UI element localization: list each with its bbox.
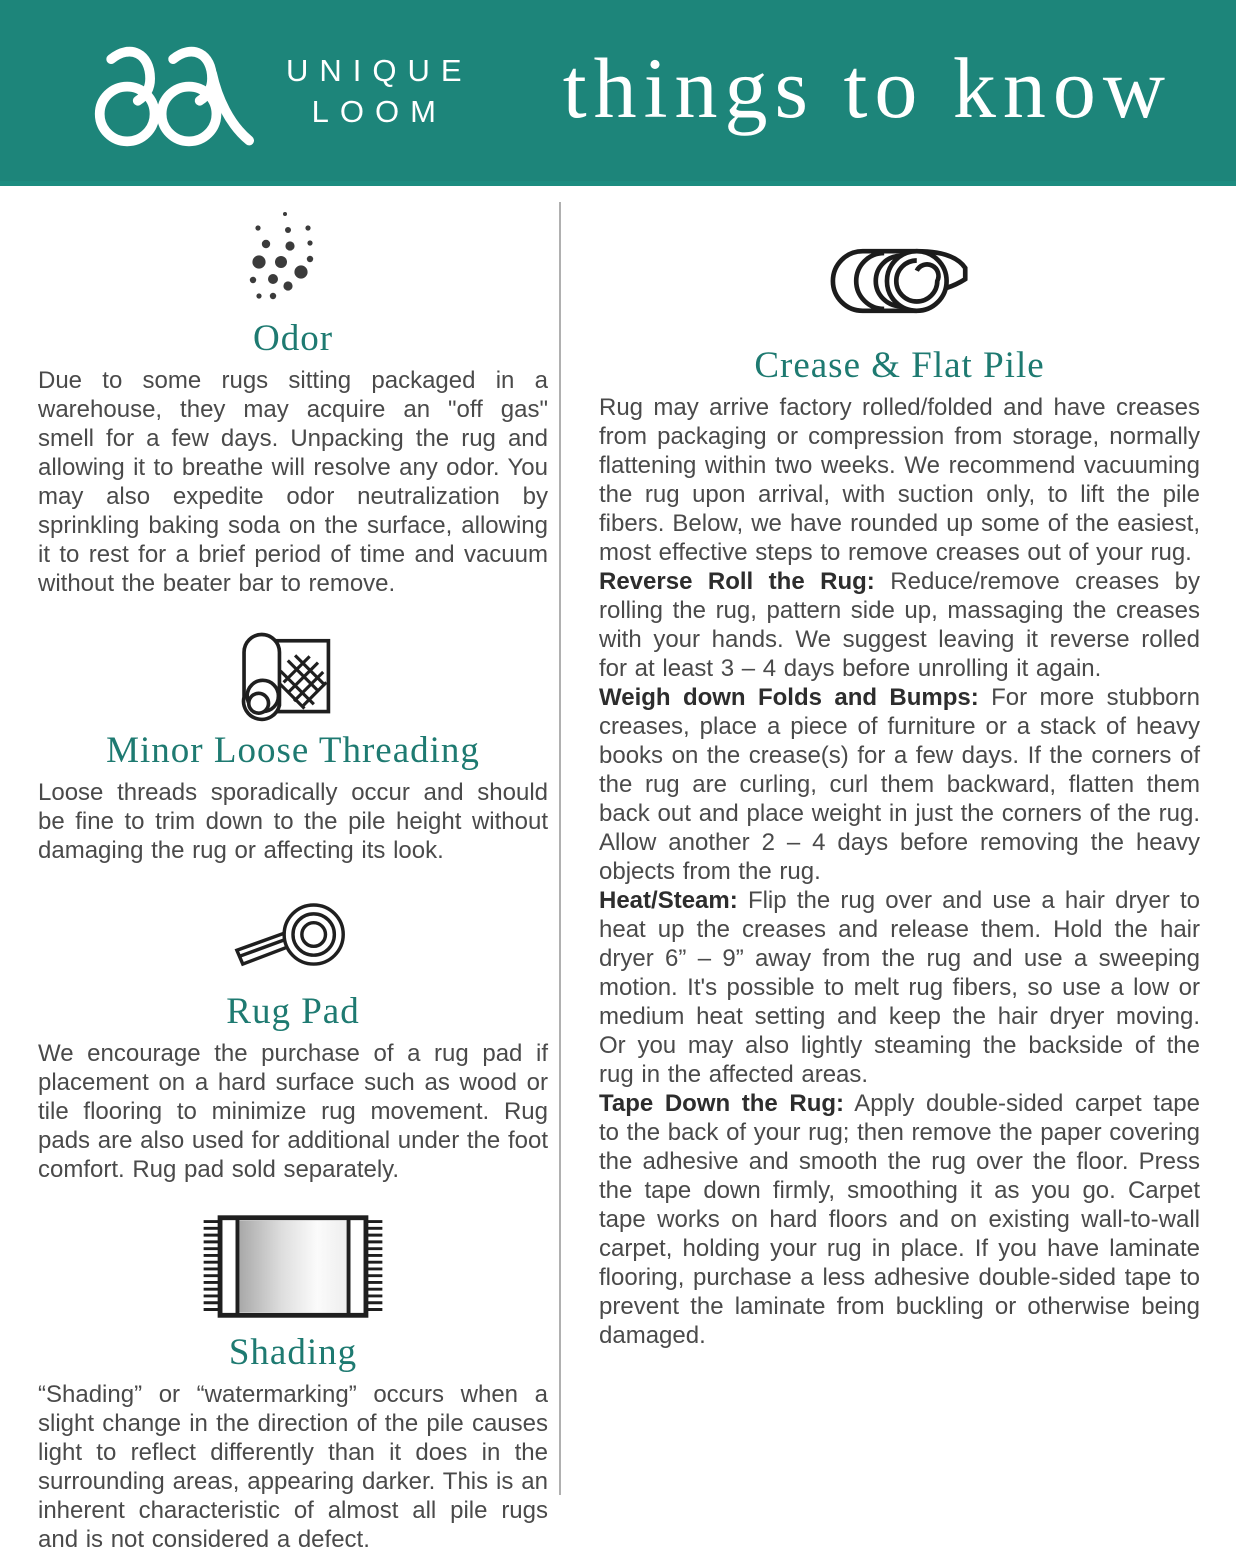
tip-heat-steam-label: Heat/Steam:	[599, 887, 738, 914]
section-intro-crease: Rug may arrive factory rolled/folded and have creases from packaging or compression from storage, normally flattening within two weeks. We recommend vacuuming the rug upon arrival, with suction only, to lift the pile fibers. Below, we have rounded up some of the easiest, most effective steps to remove creases out of your rug.	[599, 394, 1200, 566]
unique-loom-logo	[90, 30, 258, 152]
section-body-odor: Due to some rugs sitting packaged in a warehouse, they may acquire an "off gas" smell for a few days. Unpacking the rug and allowing it to breathe will resolve any odor. You may also expedite odor neutralization by sprinkling baking soda on the surface, allowing it to rest for a brief period of time and vacuum without the beater bar to remove.	[38, 367, 548, 597]
tip-heat-steam-text: Flip the rug over and use a hair dryer to heat up the creases and release them. Hold the hair dryer 6” – 9” away from the rug and use a sweeping motion. It's possible to melt rug fibers, so use a low or medium heat setting and keep the hair dryer moving. Or you may also lightly steaming the backside of the rug in the affected areas.	[599, 887, 1200, 1088]
left-column	[0, 186, 559, 1553]
right-column	[561, 186, 1236, 1495]
rolled-rug-crosshatch-icon	[234, 622, 352, 722]
tip-reverse-roll-text: Reduce/remove creases by rolling the rug, pattern side up, massaging the creases with your hands. We suggest leaving it reverse rolled for at least 3 – 4 days before unrolling it again.	[599, 568, 1201, 682]
tip-tape-down-label: Tape Down the Rug:	[599, 1090, 845, 1117]
section-body-shading: “Shading” or “watermarking” occurs when a slight change in the direction of the pile causes light to reflect differently than it does in the surrounding areas, appearing darker. This is an inherent characteristic of almost all pile rugs and is not considered a defect.	[38, 1381, 548, 1553]
section-odor	[38, 208, 548, 598]
section-heading-odor: Odor	[252, 318, 334, 359]
header-banner	[0, 0, 1236, 186]
brand-lockup	[90, 30, 473, 152]
tip-heat-steam	[599, 886, 1200, 1089]
section-rug-pad	[38, 889, 548, 1184]
brand-line-1: UNIQUE	[286, 52, 473, 88]
section-shading	[38, 1210, 548, 1554]
tip-weigh-down-text: For more stubborn creases, place a piece of furniture or a stack of heavy books on the crease(s) for a few days. If the corners of the rug are curling, curl them backward, flatten them back out and place weight in just the corners of the rug. Allow another 2 – 4 days before removing the heavy objects from the rug.	[599, 684, 1200, 885]
section-heading-rug-pad: Rug Pad	[226, 991, 360, 1032]
section-heading-shading: Shading	[228, 1332, 358, 1373]
tip-weigh-down-label: Weigh down Folds and Bumps:	[599, 684, 979, 711]
content-area	[0, 186, 1236, 1553]
shaded-rug-fringe-icon	[197, 1210, 389, 1324]
tip-reverse-roll-label: Reverse Roll the Rug:	[599, 568, 875, 595]
section-body-threading: Loose threads sporadically occur and should be fine to trim down to the pile height without damaging the rug or affecting its look.	[38, 779, 548, 864]
section-heading-crease: Crease & Flat Pile	[754, 345, 1045, 386]
odor-dots-icon	[236, 208, 350, 310]
brand-name	[286, 50, 473, 132]
rug-pad-roll-icon	[229, 889, 357, 983]
tip-reverse-roll	[599, 567, 1200, 683]
brand-line-2: LOOM	[311, 93, 447, 129]
section-heading-threading: Minor Loose Threading	[106, 730, 480, 771]
tip-weigh-down	[599, 683, 1200, 886]
page-title: things to know	[562, 39, 1172, 136]
tip-tape-down	[599, 1089, 1200, 1350]
section-minor-loose-threading	[38, 622, 548, 865]
tip-tape-down-text: Apply double-sided carpet tape to the back of your rug; then remove the paper covering the adhesive and smooth the rug over the floor. Press the tape down firmly, smoothing it as you go. Carpet tape works on hard floors and on existing wall-to-wall carpet, holding your rug in place. If you have laminate flooring, purchase a less adhesive double-sided tape to prevent the laminate from buckling or otherwise being damaged.	[599, 1090, 1201, 1349]
section-crease-flat-pile	[599, 240, 1200, 1350]
rolled-rug-spiral-icon	[825, 240, 975, 322]
section-body-rug-pad: We encourage the purchase of a rug pad if placement on a hard surface such as wood or tile flooring to minimize rug movement. Rug pads are also used for additional under the foot comfort. Rug pad sold separately.	[38, 1040, 548, 1183]
